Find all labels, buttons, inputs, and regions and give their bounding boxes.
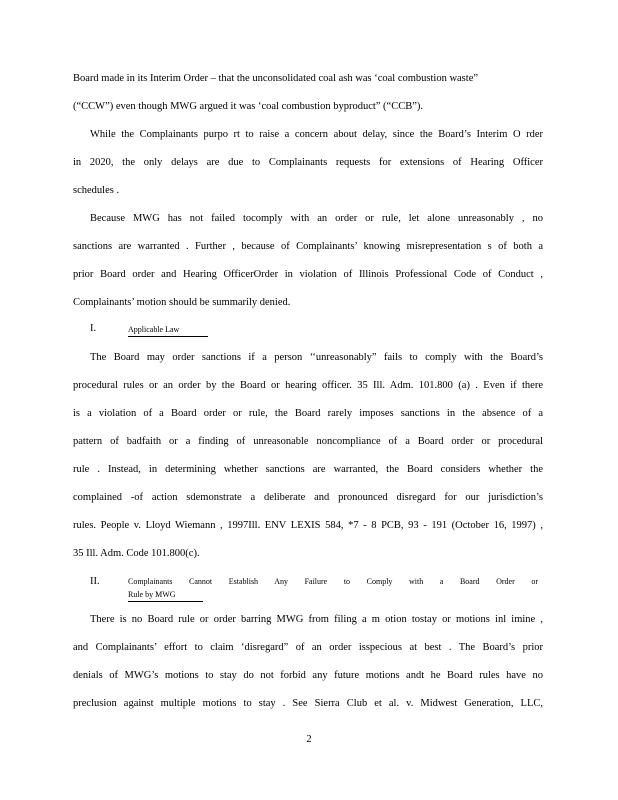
body-line: There is no Board rule or order barring MWG from filing a m otion tostay or motions inl imine , <box>90 614 543 625</box>
page-number: 2 <box>306 734 312 745</box>
body-line: preclusion against multiple motions to stay . See Sierra Club et al. v. Midwest Generation, LLC, <box>73 698 543 709</box>
body-line: Complainants’ motion should be summarily denied. <box>73 297 291 308</box>
body-line: Because MWG has not failed tocomply with an order or rule, let alone unreasonably , no <box>90 213 543 224</box>
body-line: prior Board order and Hearing OfficerOrder in violation of Illinois Professional Code of Conduct , <box>73 269 543 280</box>
body-line: is a violation of a Board order or rule, the Board rarely imposes sanctions in the absence of a <box>73 408 543 419</box>
body-line: 35 Ill. Adm. Code 101.800(c). <box>73 548 200 559</box>
section-heading: Complainants Cannot Establish Any Failure to Comply with a Board Order or <box>128 577 538 586</box>
body-line: denials of MWG’s motions to stay do not forbid any future motions andt he Board rules have no <box>73 670 543 681</box>
section-heading: Applicable Law <box>128 324 208 337</box>
body-line: and Complainants’ effort to claim ‘disregard” of an order isspecious at best . The Board’s prior <box>73 642 543 653</box>
body-line: schedules . <box>73 185 120 196</box>
section-heading-continued: Rule by MWG <box>128 589 203 602</box>
body-line: (“CCW”) even though MWG argued it was ‘coal combustion byproduct” (“CCB”). <box>73 101 424 112</box>
section-number: II. <box>90 576 100 587</box>
body-line: rule . Instead, in determining whether sanctions are warranted, the Board considers whether the <box>73 464 543 475</box>
body-line: rules. People v. Lloyd Wiemann , 1997Ill. ENV LEXIS 584, *7 - 8 PCB, 93 - 191 (October 16, 1997) , <box>73 520 543 531</box>
body-line: complained -of action sdemonstrate a deliberate and pronounced disregard for our jurisdiction’s <box>73 492 543 503</box>
body-line: pattern of badfaith or a finding of unreasonable noncompliance of a Board order or procedural <box>73 436 543 447</box>
body-line: While the Complainants purpo rt to raise a concern about delay, since the Board’s Interim O rder <box>90 129 543 140</box>
body-line: The Board may order sanctions if a person ‘‘unreasonably” fails to comply with the Board’s <box>90 352 543 363</box>
body-line: Board made in its Interim Order – that the unconsolidated coal ash was ‘coal combustion waste” <box>73 73 479 84</box>
section-number: I. <box>90 323 97 334</box>
body-line: in 2020, the only delays are due to Complainants requests for extensions of Hearing Officer <box>73 157 543 168</box>
body-line: procedural rules or an order by the Board or hearing officer. 35 Ill. Adm. 101.800 (a) . Even if there <box>73 380 543 391</box>
body-line: sanctions are warranted . Further , because of Complainants’ knowing misrepresentation s of both a <box>73 241 543 252</box>
